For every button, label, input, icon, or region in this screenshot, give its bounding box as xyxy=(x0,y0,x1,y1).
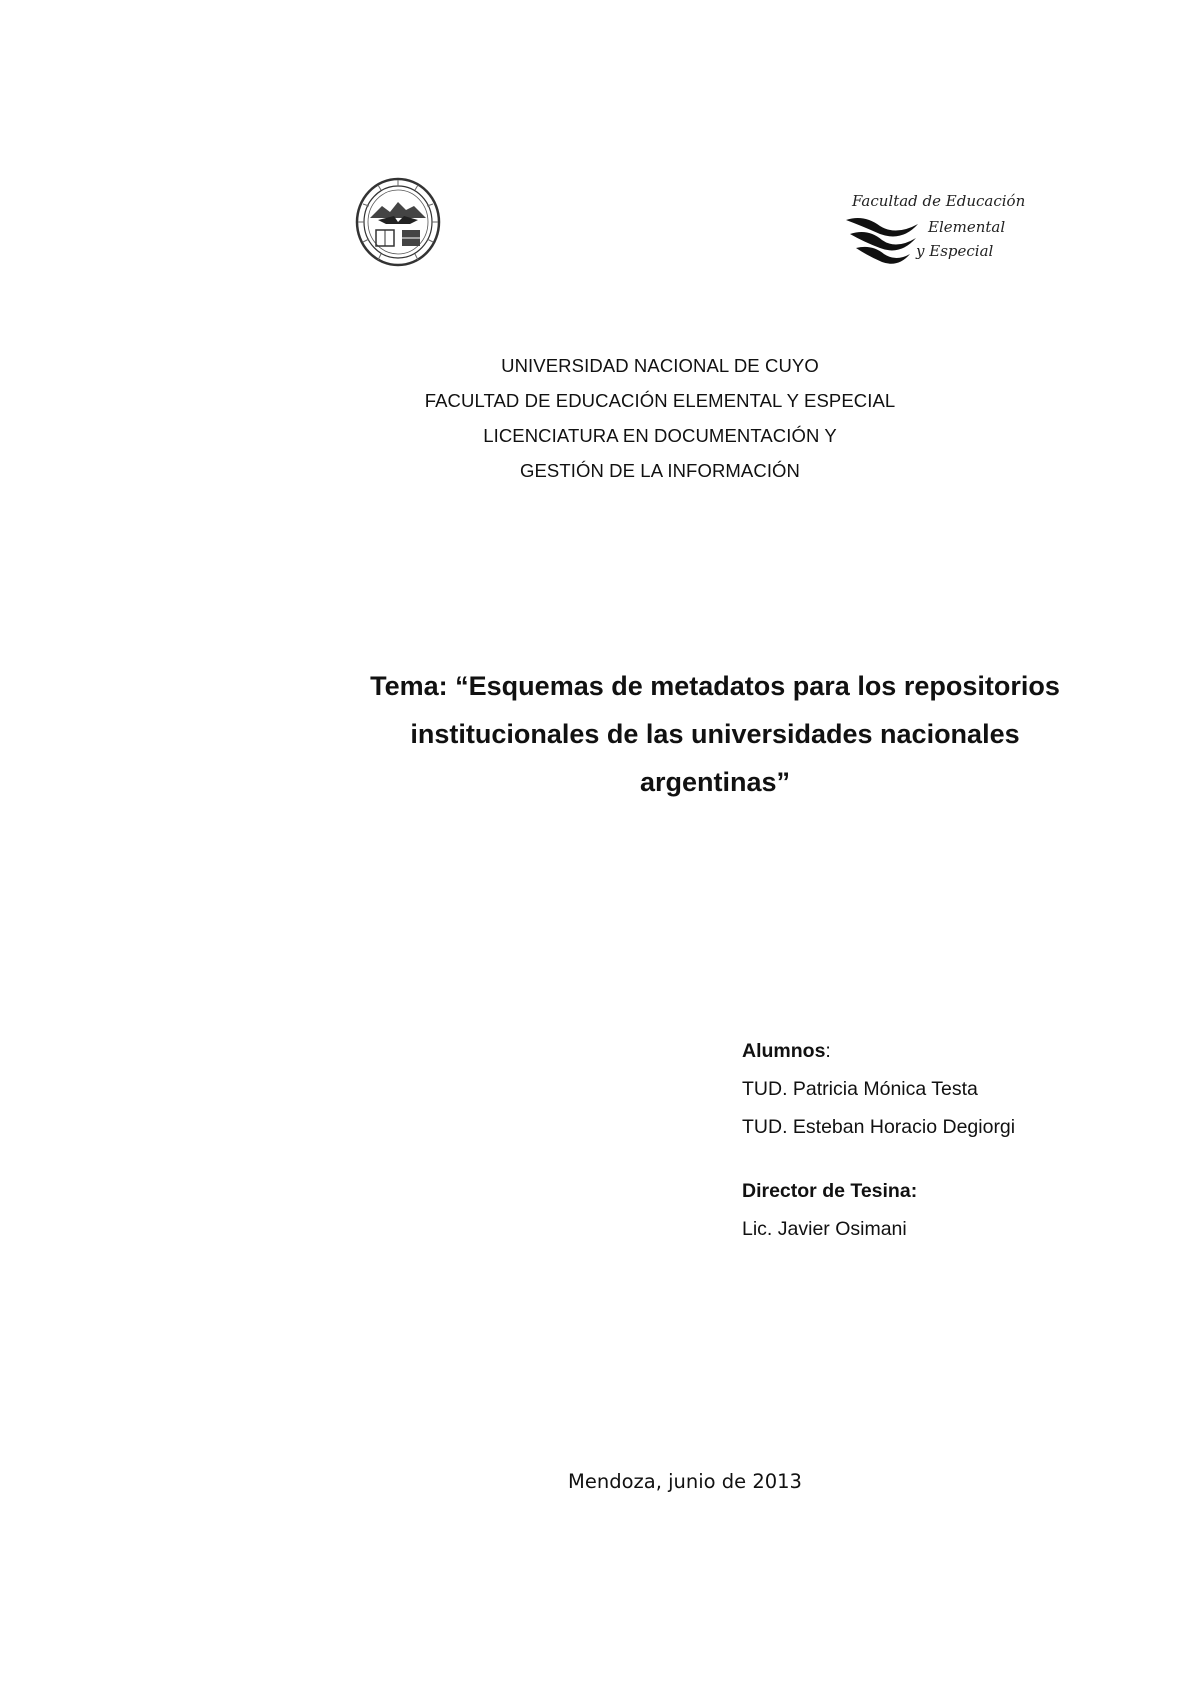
student-name: TUD. Patricia Mónica Testa xyxy=(742,1078,978,1100)
degree-line-2: GESTIÓN DE LA INFORMACIÓN xyxy=(519,460,801,481)
faculty-name: FACULTAD DE EDUCACIÓN ELEMENTAL Y ESPECIAL xyxy=(424,390,896,411)
faculty-logo-line-2: Elemental xyxy=(928,218,1006,236)
topic-line-1: Tema: “Esquemas de metadatos para los repositorios xyxy=(370,671,1060,701)
credits-block xyxy=(742,1032,1015,1248)
topic-line-2: institucionales de las universidades nacionales xyxy=(410,719,1020,749)
wave-logo-icon xyxy=(844,214,924,266)
faculty-logo-line-3: y Especial xyxy=(916,242,994,260)
faculty-logo-line-1: Facultad de Educación xyxy=(852,192,1026,210)
institution-heading xyxy=(300,348,1020,488)
degree-line-1: LICENCIATURA EN DOCUMENTACIÓN Y xyxy=(483,425,837,446)
university-seal-icon xyxy=(354,176,442,268)
place-date: Mendoza, junio de 2013 xyxy=(568,1470,802,1493)
student-name: TUD. Esteban Horacio Degiorgi xyxy=(742,1116,1016,1138)
students-colon: : xyxy=(825,1040,831,1062)
university-name: UNIVERSIDAD NACIONAL DE CUYO xyxy=(501,355,819,376)
students-label: Alumnos xyxy=(742,1040,826,1062)
director-name: Lic. Javier Osimani xyxy=(742,1218,907,1240)
spacer xyxy=(742,1146,1015,1172)
director-label: Director de Tesina: xyxy=(742,1180,918,1202)
students-heading xyxy=(742,1032,1015,1070)
topic-line-3: argentinas” xyxy=(639,767,791,797)
faculty-logo xyxy=(844,190,1026,270)
thesis-topic xyxy=(300,662,1130,806)
